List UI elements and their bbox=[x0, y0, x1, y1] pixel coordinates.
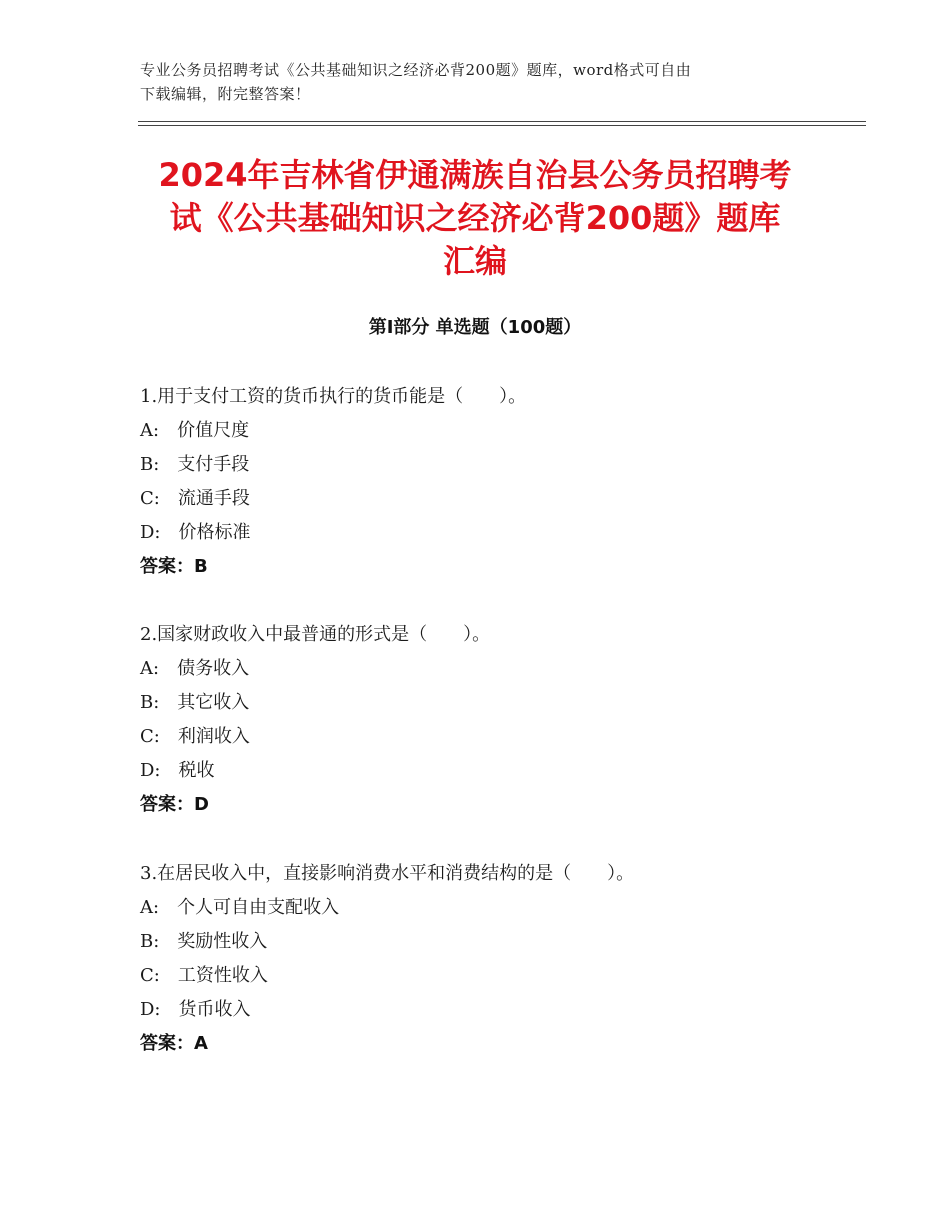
option-d: D: 税收 bbox=[140, 760, 215, 781]
document-title-line-1: 2024年吉林省伊通满族自治县公务员招聘考 bbox=[158, 156, 792, 194]
option-b: B: 支付手段 bbox=[140, 454, 250, 475]
question-2 bbox=[140, 618, 860, 822]
question-stem: 1.用于支付工资的货币执行的货币能是（ ）。 bbox=[140, 386, 527, 407]
answer: 答案：A bbox=[140, 1033, 208, 1054]
answer: 答案：B bbox=[140, 556, 208, 577]
section-title: 第I部分 单选题（100题） bbox=[368, 317, 582, 338]
option-b: B: 其它收入 bbox=[140, 692, 250, 713]
option-c: C: 流通手段 bbox=[140, 488, 250, 509]
answer: 答案：D bbox=[140, 794, 209, 815]
question-3 bbox=[140, 857, 860, 1061]
option-c: C: 工资性收入 bbox=[140, 965, 268, 986]
header-divider-bottom bbox=[138, 125, 866, 126]
document-title-line-2: 试《公共基础知识之经济必背200题》题库 bbox=[169, 199, 781, 237]
option-a: A: 个人可自由支配收入 bbox=[140, 897, 340, 918]
option-a: A: 债务收入 bbox=[140, 658, 250, 679]
document-title bbox=[110, 154, 840, 283]
option-d: D: 货币收入 bbox=[140, 999, 251, 1020]
document-title-line-3: 汇编 bbox=[442, 242, 507, 280]
option-d: D: 价格标准 bbox=[140, 522, 251, 543]
option-a: A: 价值尺度 bbox=[140, 420, 250, 441]
option-c: C: 利润收入 bbox=[140, 726, 250, 747]
header-note-line-2: 下载编辑，附完整答案！ bbox=[140, 85, 311, 103]
question-stem: 2.国家财政收入中最普通的形式是（ ）。 bbox=[140, 624, 491, 645]
header-note-line-1: 专业公务员招聘考试《公共基础知识之经济必背200题》题库，word格式可自由 bbox=[140, 61, 692, 79]
header-note bbox=[140, 58, 840, 106]
question-stem: 3.在居民收入中，直接影响消费水平和消费结构的是（ ）。 bbox=[140, 863, 635, 884]
option-b: B: 奖励性收入 bbox=[140, 931, 268, 952]
header-divider-top bbox=[138, 121, 866, 122]
question-1 bbox=[140, 380, 860, 584]
